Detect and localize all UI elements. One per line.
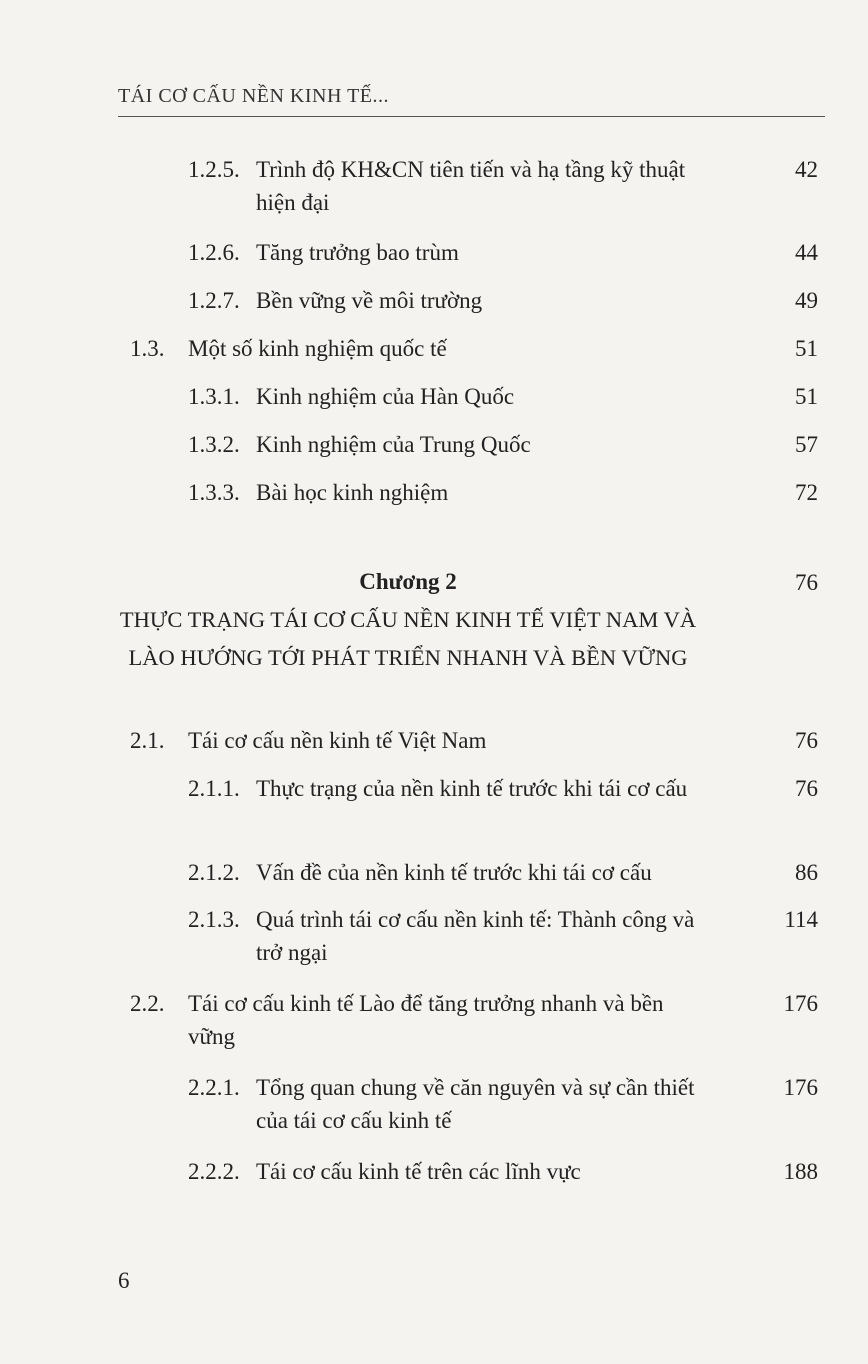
entry-title: Bền vững về môi trường <box>256 288 483 313</box>
entry-title: Một số kinh nghiệm quốc tế <box>188 336 447 361</box>
entry-title: Thực trạng của nền kinh tế trước khi tái cơ cấu <box>256 776 688 801</box>
chapter-title: THỰC TRẠNG TÁI CƠ CẤU NỀN KINH TẾ VIỆT NAM VÀ LÀO HƯỚNG TỚI PHÁT TRIỂN NHANH VÀ BỀN VỮNG <box>119 607 697 670</box>
entry-number: 1.3.2. <box>188 432 240 457</box>
entry-title: Tái cơ cấu nền kinh tế Việt Nam <box>188 728 487 753</box>
entry-page-number: 176 <box>783 1075 818 1100</box>
entry-title: Tăng trưởng bao trùm <box>256 240 459 265</box>
entry-title: Kinh nghiệm của Trung Quốc <box>256 432 531 457</box>
entry-page-number: 57 <box>795 432 818 457</box>
entry-title: Kinh nghiệm của Hàn Quốc <box>256 384 515 409</box>
entry-number: 2.1.2. <box>188 860 240 885</box>
entry-page-number: 114 <box>784 907 818 932</box>
entry-number: 1.2.7. <box>188 288 240 313</box>
entry-number: 1.2.6. <box>188 240 240 265</box>
entry-number: 1.2.5. <box>188 157 240 182</box>
entry-page-number: 51 <box>795 336 818 361</box>
entry-page-number: 76 <box>795 728 818 753</box>
entry-number: 1.3. <box>130 336 165 361</box>
entry-number: 2.2.1. <box>188 1075 240 1100</box>
entry-number: 2.2.2. <box>188 1159 240 1184</box>
chapter-page-number: 76 <box>795 570 818 595</box>
entry-title: Tái cơ cấu kinh tế Lào để tăng trưởng nhanh và bền vững <box>188 991 664 1049</box>
entry-number: 2.1. <box>130 728 165 753</box>
entry-title: Tái cơ cấu kinh tế trên các lĩnh vực <box>256 1159 581 1184</box>
entry-title: Quá trình tái cơ cấu nền kinh tế: Thành công và trở ngại <box>256 907 695 965</box>
chapter-label: Chương 2 <box>359 569 457 594</box>
running-head: TÁI CƠ CẤU NỀN KINH TẾ... <box>118 85 389 107</box>
entry-page-number: 76 <box>795 776 818 801</box>
entry-page-number: 51 <box>795 384 818 409</box>
entry-page-number: 44 <box>795 240 818 265</box>
entry-title: Vấn đề của nền kinh tế trước khi tái cơ cấu <box>256 860 652 885</box>
entry-page-number: 49 <box>795 288 818 313</box>
entry-number: 2.2. <box>130 991 165 1016</box>
entry-page-number: 86 <box>795 860 818 885</box>
header-divider <box>118 116 825 117</box>
entry-page-number: 42 <box>795 157 818 182</box>
entry-title: Trình độ KH&CN tiên tiến và hạ tầng kỹ thuật hiện đại <box>256 157 686 215</box>
entry-number: 1.3.3. <box>188 480 240 505</box>
entry-title: Tổng quan chung về căn nguyên và sự cần thiết của tái cơ cấu kinh tế <box>256 1075 695 1133</box>
entry-page-number: 176 <box>783 991 818 1016</box>
entry-page-number: 72 <box>795 480 818 505</box>
entry-page-number: 188 <box>783 1159 818 1184</box>
entry-number: 2.1.3. <box>188 907 240 932</box>
entry-number: 1.3.1. <box>188 384 240 409</box>
chapter-heading[interactable] <box>118 563 698 677</box>
footer-page-number: 6 <box>118 1268 130 1293</box>
entry-number: 2.1.1. <box>188 776 240 801</box>
entry-title: Bài học kinh nghiệm <box>256 480 449 505</box>
